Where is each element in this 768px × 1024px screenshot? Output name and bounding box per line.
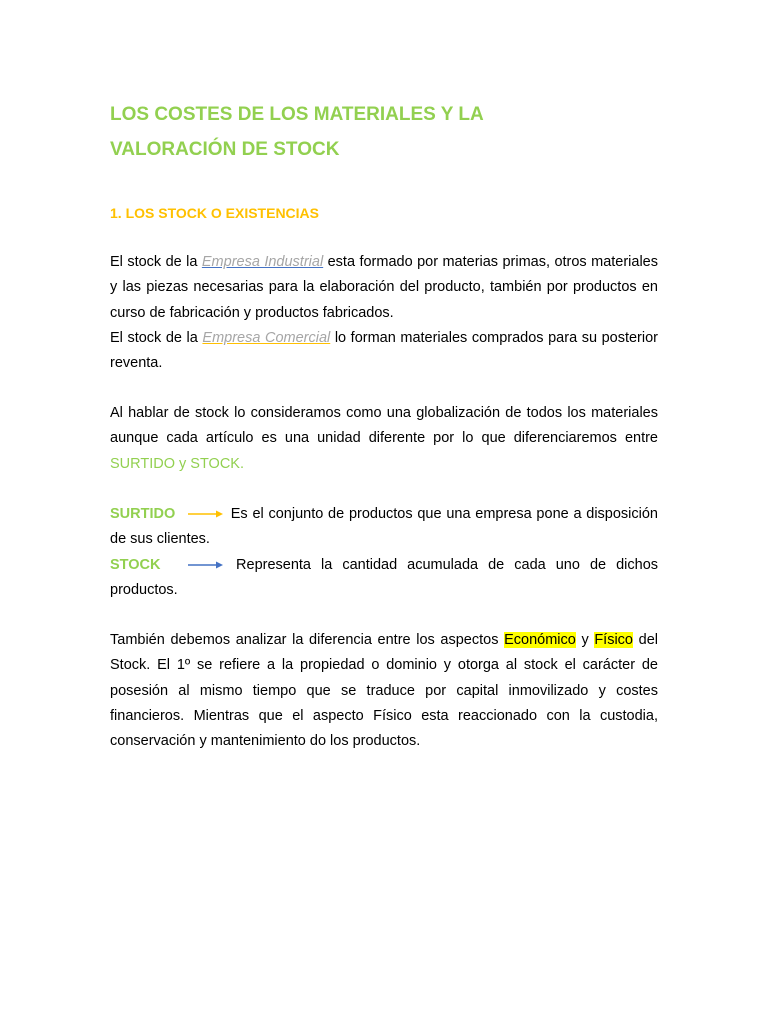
paragraph-aspects	[110, 628, 658, 754]
text: del Stock. El 1º se refiere a la propiedad o dominio y otorga al stock el carácter de posesión al mismo tiempo que se traduce por capital inmovilizado y costes financieros. Mientras que el aspecto Físico esta reaccionado con la custodia, conservación y mantenimiento do los productos.	[110, 632, 658, 750]
text: El stock de la	[110, 254, 202, 270]
empresa-comercial-link[interactable]: Empresa Comercial	[202, 329, 331, 346]
surtido-label: SURTIDO	[110, 506, 176, 522]
text: El stock de la	[110, 329, 203, 346]
economico-highlight: Económico	[504, 632, 576, 648]
section-heading: 1. LOS STOCK O EXISTENCIAS	[110, 205, 320, 221]
right-arrow-icon	[186, 508, 226, 520]
surtido-definition: Es el conjunto de productos que una empresa pone a disposición de sus clientes.	[110, 506, 659, 548]
paragraph-stock-types	[110, 250, 658, 376]
right-arrow-icon	[186, 559, 226, 571]
title-line-2: VALORACIÓN DE STOCK	[110, 139, 340, 160]
paragraph-definitions	[110, 502, 658, 603]
paragraph-globalization	[110, 401, 658, 477]
fisico-highlight: Físico	[594, 632, 633, 648]
title-line-1: LOS COSTES DE LOS MATERIALES Y LA	[110, 104, 484, 125]
document-title	[110, 97, 658, 167]
text: También debemos analizar la diferencia entre los aspectos	[110, 632, 505, 648]
text: Al hablar de stock lo consideramos como una globalización de todos los materiales aunque cada artículo es una unidad diferente por lo que diferenciaremos entre	[110, 405, 658, 447]
stock-label: STOCK	[110, 556, 161, 573]
empresa-industrial-link[interactable]: Empresa Industrial	[201, 254, 324, 270]
text: lo forman materiales comprados para su posterior reventa.	[110, 329, 658, 372]
surtido-stock-highlight: SURTIDO y STOCK.	[110, 455, 245, 472]
text: esta formado por materias primas, otros materiales y las piezas necesarias para la elaboración del producto, también por productos en curso de fabricación y productos fabricados.	[110, 254, 659, 321]
stock-definition: Representa la cantidad acumulada de cada uno de dichos productos.	[110, 556, 659, 598]
text: y	[575, 632, 595, 648]
